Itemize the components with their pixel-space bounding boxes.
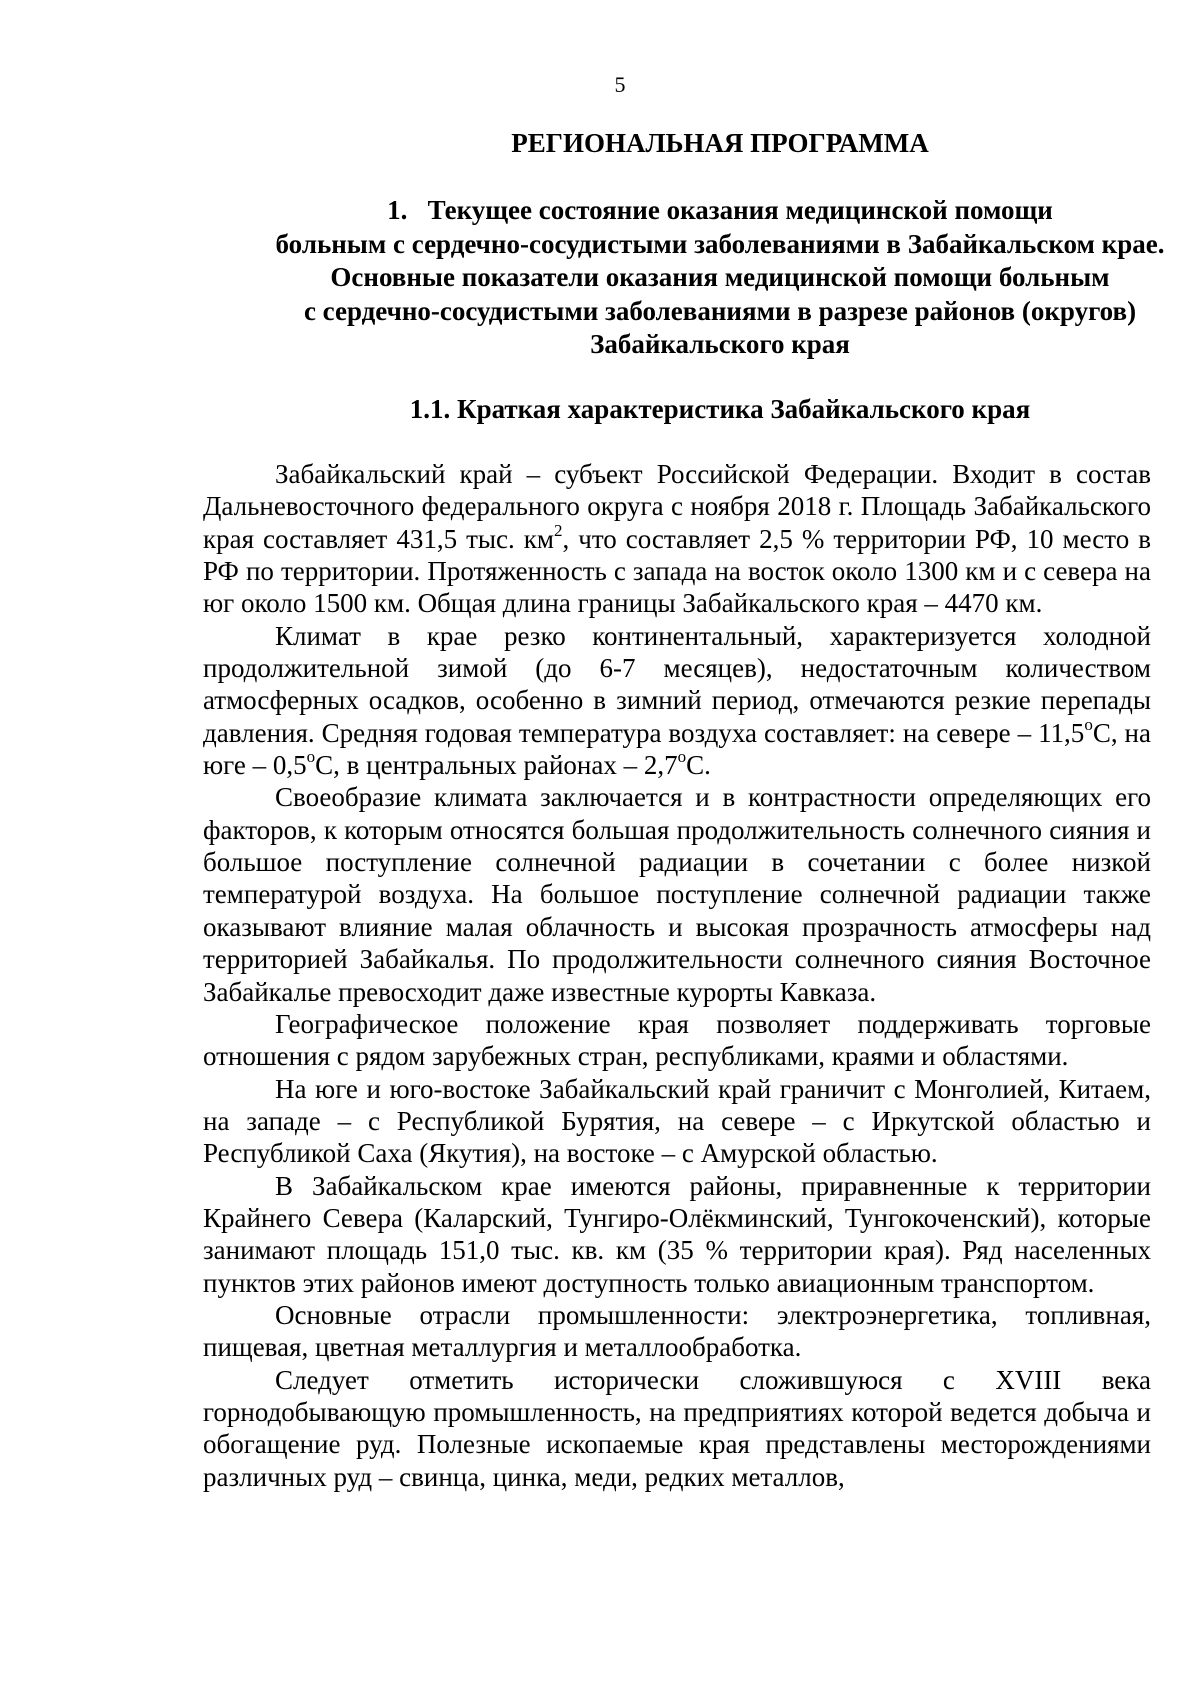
section-heading-line: Забайкальского края [590,329,850,359]
degree-sign: о [677,747,687,767]
paragraph-text: Забайкальский край – субъект Российской Федерации. Входит в состав Дальневосточного федерального округа с ноября 2018 г. Площадь Забайкальского края составляет 431,5 тыс. км [203,459,1151,554]
paragraph-text: С, в центральных районах – 2,7 [315,750,678,781]
paragraph-borders: На юге и юго-востоке Забайкальский край граничит с Монголией, Китаем, на западе – с Республикой Бурятия, на севере – с Иркутской областью и Республикой Саха (Якутия), на востоке – с Амурской областью. [203,1073,1151,1169]
section-heading-line: больным с сердечно-сосудистыми заболеваниями в Забайкальском крае. [275,228,1165,259]
section-heading-line: с сердечно-сосудистыми заболеваниями в разрезе районов (округов) [303,295,1137,326]
paragraph-industry: Основные отрасли промышленности: электроэнергетика, топливная, пищевая, цветная металлургия и металлообработка. [203,1299,1151,1363]
degree-sign: о [306,747,316,767]
section-heading-line: 1. Текущее состояние оказания медицинской помощи [387,195,1053,225]
paragraph-mining: Следует отметить исторически сложившуюся с XVIII века горнодобывающую промышленность, на предприятиях которой ведется добыча и обогащение руд. Полезные ископаемые края представлены месторождениями различных руд – свинца, цинка, меди, редких металлов, [203,1364,1151,1492]
paragraph-text: Климат в крае резко континентальный, характеризуется холодной продолжительной зимой (до 6-7 месяцев), недостаточным количеством атмосферных осадков, особенно в зимний период, отмечаются резкие перепады давления. Средняя годовая температура воздуха составляет: на севере – 11,5 [203,620,1151,748]
paragraph-solar: Своеобразие климата заключается и в контрастности определяющих его факторов, к которым относятся большая продолжительность солнечного сияния и большое поступление солнечной радиации в сочетании с более низкой температурой воздуха. На большое поступление солнечной радиации также оказывают влияние малая облачность и высокая прозрачность атмосферы над территорией Забайкалья. По продолжительности солнечного сияния Восточное Забайкалье превосходит даже известные курорты Кавказа. [203,782,1151,1007]
paragraph-text: , что составляет 2,5 % территории РФ, 10 место в РФ по территории. Протяженность с запада на восток около 1300 км и с севера на юг около 1500 км. Общая длина границы Забайкальского края – 4470 км. [203,523,1151,619]
degree-sign: о [1084,714,1093,734]
section-heading-line: Основные показатели оказания медицинской помощи больным [330,262,1110,292]
superscript: 2 [553,520,563,540]
paragraph-text: С, на юге – 0,5 [203,717,1151,781]
body-text [203,458,1151,1493]
paragraph-far-north: В Забайкальском крае имеются районы, приравненные к территории Крайнего Севера (Каларский, Тунгиро-Олёкминский, Тунгокоченский), которые занимают площадь 151,0 тыс. кв. км (35 % территории края). Ряд населенных пунктов этих районов имеют доступность только авиационным транспортом. [203,1170,1151,1298]
paragraph-text: С. [686,750,711,781]
section-heading [200,194,1200,362]
page-number: 5 [614,72,626,97]
paragraph-geography: Географическое положение края позволяет поддерживать торговые отношения с рядом зарубежных стран, республиками, краями и областями. [203,1008,1151,1072]
paragraph-climate [203,620,1151,782]
paragraph-area [203,458,1151,620]
document-title: РЕГИОНАЛЬНАЯ ПРОГРАММА [511,128,929,158]
subsection-heading: 1.1. Краткая характеристика Забайкальского края [409,394,1031,424]
